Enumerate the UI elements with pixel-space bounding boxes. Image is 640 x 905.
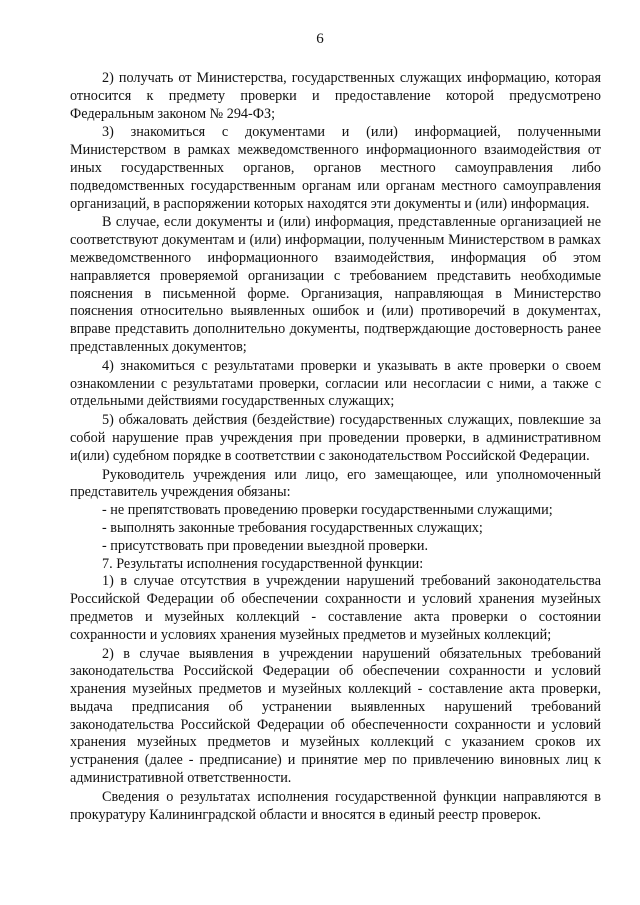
paragraph-right-3: 3) знакомиться с документами и (или) информацией, полученными Министерством в рамках межведомственного информационного взаимодействия от иных государственных органов, органов местного самоуправления либо подведомственных государственным органам или органам местного самоуправления организаций, в распоряжении которых находятся эти документы и (или) информация.	[70, 124, 601, 212]
paragraph-head-obligations: Руководитель учреждения или лицо, его замещающее, или уполномоченный представитель учреждения обязаны:	[70, 466, 601, 501]
paragraph-document-discrepancy: В случае, если документы и (или) информация, представленные организацией не соответствуют документам и (или) информации, полученным Министерством в рамках межведомственного информационного взаимодействия, информация об этом направляется проверяемой организации с требованием представить необходимые пояснения в письменной форме. Организация, направляющая в Министерство пояснения относительно выявленных ошибок и (или) противоречий в документах, вправе представить дополнительно документы, подтверждающие достоверность ранее представленных документов;	[70, 214, 601, 355]
paragraph-right-2: 2) получать от Министерства, государственных служащих информацию, которая относится к предмету проверки и предоставление которой предусмотрено Федеральным законом № 294-ФЗ;	[70, 70, 601, 122]
section-heading: 7. Результаты исполнения государственной функции:	[102, 555, 424, 572]
obligation-item: - выполнять законные требования государственных служащих;	[102, 519, 483, 536]
paragraph-right-5: 5) обжаловать действия (бездействие) государственных служащих, повлекшие за собой нарушение прав учреждения при проведении проверки, в административном и(или) судебном порядке в соответствии с законодательством Российской Федерации.	[70, 412, 601, 464]
result-item-2: 2) в случае выявления в учреждении нарушений обязательных требований законодательства Российской Федерации об обеспечении сохранности и условий хранения музейных предметов и музейных коллекций - составление акта проверки, выдача предписания об устранении выявленных нарушений требований законодательства Российской Федерации об обеспеченности сохранности и условий хранения музейных предметов и музейных коллекций с указанием сроков их устранения (далее - предписание) и принятие мер по привлечению виновных лиц к административной ответственности.	[70, 645, 601, 787]
page-number: 6	[316, 31, 324, 47]
paragraph-results-reporting: Сведения о результатах исполнения государственной функции направляются в прокуратуру Калининградской области и вносятся в единый реестр проверок.	[70, 788, 601, 823]
result-item-1: 1) в случае отсутствия в учреждении нарушений требований законодательства Российской Федерации об обеспечении сохранности и условий хранения музейных предметов и музейных коллекций - составление акта проверки о состоянии сохранности и условиях хранения музейных предметов и музейных коллекций;	[70, 573, 601, 643]
obligation-item: - не препятствовать проведению проверки государственными служащими;	[102, 502, 553, 519]
obligation-item: - присутствовать при проведении выездной проверки.	[102, 537, 429, 554]
document-body	[70, 70, 601, 824]
paragraph-right-4: 4) знакомиться с результатами проверки и указывать в акте проверки о своем ознакомлении с результатами проверки, согласии или несогласии с ними, а также с отдельными действиями государственных служащих;	[70, 357, 601, 410]
